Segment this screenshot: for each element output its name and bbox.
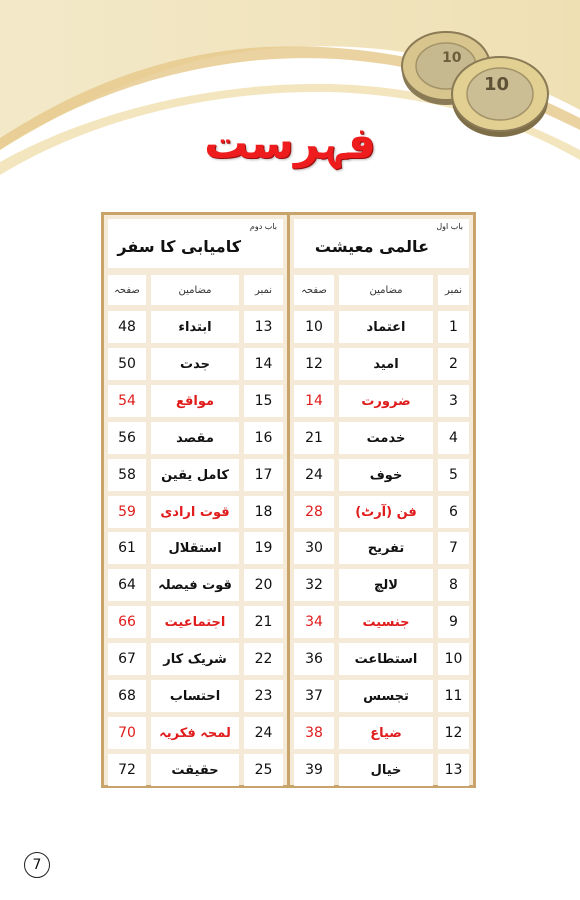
row-page: 38: [294, 717, 334, 749]
row-number: 22: [244, 643, 283, 675]
row-page: 64: [108, 569, 146, 601]
table-row: [104, 459, 287, 491]
table-row: [290, 680, 473, 712]
table-row: [104, 643, 287, 675]
row-topic: خدمت: [339, 422, 433, 454]
table-row: [104, 717, 287, 749]
coin-label: 10: [484, 74, 510, 95]
row-page: 66: [108, 606, 146, 638]
table-row: [290, 643, 473, 675]
row-page: 59: [108, 496, 146, 528]
row-number: 16: [244, 422, 283, 454]
row-page: 56: [108, 422, 146, 454]
section-panel: [290, 215, 473, 785]
row-topic: ضرورت: [339, 385, 433, 417]
column-header-page: صفحہ: [294, 275, 334, 305]
table-row: [104, 348, 287, 380]
row-number: 21: [244, 606, 283, 638]
table-row: [290, 754, 473, 786]
row-number: 5: [438, 459, 469, 491]
table-row: [290, 348, 473, 380]
row-topic: قوت فیصلہ: [151, 569, 239, 601]
table-row: [104, 422, 287, 454]
section-header: [294, 219, 469, 268]
row-page: 70: [108, 717, 146, 749]
row-number: 12: [438, 717, 469, 749]
row-number: 2: [438, 348, 469, 380]
row-number: 6: [438, 496, 469, 528]
section-title: کامیابی کا سفر: [117, 237, 241, 256]
table-row: [290, 385, 473, 417]
row-number: 19: [244, 532, 283, 564]
column-header-topics: مضامین: [151, 275, 239, 305]
table-row: [290, 496, 473, 528]
row-topic: فن (آرٹ): [339, 496, 433, 528]
section-tag: باب اول: [436, 222, 463, 231]
row-number: 3: [438, 385, 469, 417]
row-number: 4: [438, 422, 469, 454]
row-page: 32: [294, 569, 334, 601]
row-number: 13: [438, 754, 469, 786]
row-topic: مواقع: [151, 385, 239, 417]
row-topic: ابتداء: [151, 311, 239, 343]
row-topic: ضیاع: [339, 717, 433, 749]
table-row: [104, 569, 287, 601]
row-topic: استطاعت: [339, 643, 433, 675]
row-number: 23: [244, 680, 283, 712]
table-row: [290, 311, 473, 343]
row-page: 61: [108, 532, 146, 564]
row-number: 13: [244, 311, 283, 343]
row-number: 1: [438, 311, 469, 343]
row-topic: جنسیت: [339, 606, 433, 638]
row-number: 15: [244, 385, 283, 417]
row-page: 24: [294, 459, 334, 491]
section-title: عالمی معیشت: [314, 237, 429, 256]
table-row: [290, 422, 473, 454]
row-topic: خیال: [339, 754, 433, 786]
row-topic: تجسس: [339, 680, 433, 712]
row-topic: احتساب: [151, 680, 239, 712]
row-topic: حقیقت: [151, 754, 239, 786]
coin-label: 10: [442, 50, 462, 66]
table-row: [104, 606, 287, 638]
table-of-contents: [101, 212, 476, 788]
row-page: 34: [294, 606, 334, 638]
column-header-page: صفحہ: [108, 275, 146, 305]
row-topic: مقصد: [151, 422, 239, 454]
row-number: 10: [438, 643, 469, 675]
row-page: 67: [108, 643, 146, 675]
row-topic: قوت ارادی: [151, 496, 239, 528]
row-topic: جدت: [151, 348, 239, 380]
row-page: 58: [108, 459, 146, 491]
table-row: [104, 680, 287, 712]
row-page: 72: [108, 754, 146, 786]
row-topic: کامل یقین: [151, 459, 239, 491]
row-topic: خوف: [339, 459, 433, 491]
row-topic: لمحہ فکریہ: [151, 717, 239, 749]
table-row: [290, 717, 473, 749]
table-row: [290, 532, 473, 564]
row-page: 30: [294, 532, 334, 564]
row-number: 14: [244, 348, 283, 380]
row-topic: اعتماد: [339, 311, 433, 343]
page-number: 7: [24, 852, 50, 878]
row-number: 11: [438, 680, 469, 712]
row-page: 12: [294, 348, 334, 380]
table-row: [104, 754, 287, 786]
row-number: 18: [244, 496, 283, 528]
section-panel: [104, 215, 287, 785]
row-page: 28: [294, 496, 334, 528]
row-number: 9: [438, 606, 469, 638]
table-row: [290, 606, 473, 638]
row-topic: شریک کار: [151, 643, 239, 675]
row-number: 17: [244, 459, 283, 491]
row-topic: استقلال: [151, 532, 239, 564]
row-page: 21: [294, 422, 334, 454]
row-number: 7: [438, 532, 469, 564]
row-page: 39: [294, 754, 334, 786]
row-page: 54: [108, 385, 146, 417]
section-tag: باب دوم: [249, 222, 277, 231]
table-row: [290, 459, 473, 491]
row-page: 36: [294, 643, 334, 675]
row-number: 8: [438, 569, 469, 601]
column-header-topics: مضامین: [339, 275, 433, 305]
row-page: 37: [294, 680, 334, 712]
section-header: [108, 219, 283, 268]
table-row: [104, 532, 287, 564]
row-topic: اجتماعیت: [151, 606, 239, 638]
table-row: [104, 311, 287, 343]
row-number: 20: [244, 569, 283, 601]
table-row: [290, 569, 473, 601]
row-page: 10: [294, 311, 334, 343]
row-number: 25: [244, 754, 283, 786]
column-header-number: نمبر: [244, 275, 283, 305]
row-page: 48: [108, 311, 146, 343]
row-page: 68: [108, 680, 146, 712]
page-title: فہرست: [204, 118, 376, 169]
column-header-number: نمبر: [438, 275, 469, 305]
row-number: 24: [244, 717, 283, 749]
row-topic: امید: [339, 348, 433, 380]
table-row: [104, 496, 287, 528]
row-page: 14: [294, 385, 334, 417]
table-row: [104, 385, 287, 417]
row-topic: لالچ: [339, 569, 433, 601]
row-topic: تفریح: [339, 532, 433, 564]
row-page: 50: [108, 348, 146, 380]
